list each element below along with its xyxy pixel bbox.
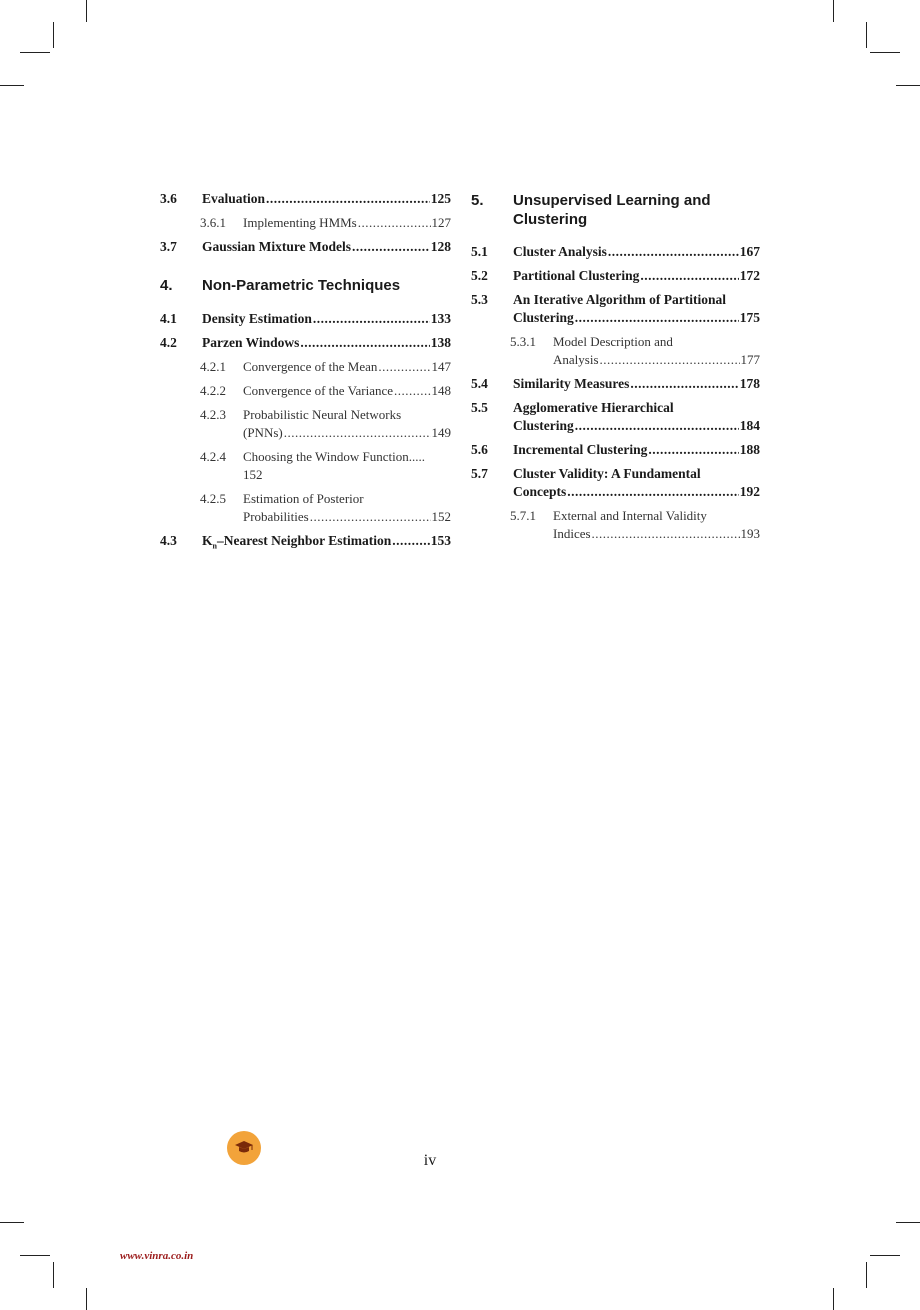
section-title: Cluster Analysis [513, 244, 607, 259]
section-title-cont: Probabilities [243, 509, 309, 524]
page-number: 167 [739, 244, 760, 259]
section-number: 4.2.1 [200, 359, 226, 374]
page-number: 192 [739, 484, 760, 499]
dot-leader [648, 441, 738, 459]
section-title: Convergence of the Variance [243, 383, 394, 398]
page-number: 172 [739, 268, 760, 283]
section-title: Cluster Validity: A Fundamental [513, 466, 701, 481]
section-title-cont: Concepts [513, 484, 567, 499]
section-number: 5.2 [471, 268, 488, 283]
section-number: 5.7 [471, 466, 488, 481]
dot-leader [575, 417, 739, 435]
section-number: 3.6.1 [200, 215, 226, 230]
crop-mark [866, 1262, 867, 1288]
crop-mark [833, 0, 834, 22]
dot-leader [284, 424, 431, 442]
dot-leader [266, 190, 430, 208]
section-title: Partitional Clustering [513, 268, 640, 283]
section-title: Evaluation [202, 191, 266, 206]
crop-mark [870, 1255, 900, 1256]
section-title: External and Internal Validity [553, 508, 707, 523]
dot-leader [310, 508, 431, 526]
crop-mark [866, 22, 867, 48]
section-title: An Iterative Algorithm of Partitional [513, 292, 726, 307]
crop-mark [896, 85, 920, 86]
section-number: 5.7.1 [510, 508, 536, 523]
crop-mark [896, 1222, 920, 1223]
dot-leader [592, 525, 740, 543]
section-number: 5.4 [471, 376, 488, 391]
section-number: 4.2.2 [200, 383, 226, 398]
crop-mark [0, 1222, 24, 1223]
page-number: 193 [740, 526, 760, 541]
section-number: 5.1 [471, 244, 488, 259]
chapter-number: 4. [160, 277, 173, 294]
section-title-cont: Indices [553, 526, 591, 541]
section-number: 4.3 [160, 533, 177, 548]
crop-mark [870, 52, 900, 53]
section-number: 3.7 [160, 239, 177, 254]
section-number: 5.6 [471, 442, 488, 457]
section-number: 3.6 [160, 191, 177, 206]
crop-mark [53, 1262, 54, 1288]
crop-mark [20, 1255, 50, 1256]
page-number: 127 [431, 215, 451, 230]
page-number: 184 [739, 418, 760, 433]
section-title-cont: Clustering [513, 418, 574, 433]
section-number: 5.5 [471, 400, 488, 415]
crop-mark [20, 52, 50, 53]
section-title: $K_n$–Nearest Neighbor Estimation [202, 533, 392, 551]
page-number: 177 [740, 352, 760, 367]
page-number: 128 [430, 239, 451, 254]
section-title: Agglomerative Hierarchical [513, 400, 674, 415]
chapter-title-cont: Clustering [513, 211, 588, 228]
page-number: 188 [739, 442, 760, 457]
section-title: Estimation of Posterior [243, 491, 364, 506]
crop-mark [0, 85, 24, 86]
publisher-logo [227, 1131, 261, 1165]
page-number: 175 [739, 310, 760, 325]
chapter-title: Unsupervised Learning and [513, 192, 711, 209]
page-number: 178 [739, 376, 760, 391]
dot-leader [313, 310, 430, 328]
page-number-footer: iv [423, 1152, 437, 1169]
page-number: 148 [431, 383, 451, 398]
section-number: 5.3.1 [510, 334, 536, 349]
page-number: 147 [431, 359, 451, 374]
section-title: Model Description and [553, 334, 673, 349]
page-number: 138 [430, 335, 451, 350]
publisher-url: www.vinra.co.in [120, 1250, 194, 1262]
section-title: Incremental Clustering [513, 442, 648, 457]
section-title: Probabilistic Neural Networks [243, 407, 402, 422]
dot-leader [394, 382, 430, 400]
section-title: Density Estimation [202, 311, 312, 326]
graduation-cap-icon [234, 1140, 254, 1154]
section-title: Similarity Measures [513, 376, 630, 391]
page-number: 133 [430, 311, 451, 326]
dot-leader [608, 243, 739, 261]
section-title: Parzen Windows [202, 335, 300, 350]
section-title: Implementing HMMs [243, 215, 357, 230]
dot-leader [352, 238, 430, 256]
section-number: 5.3 [471, 292, 488, 307]
section-number: 4.2.3 [200, 407, 226, 422]
page-number: 152 [431, 509, 451, 524]
chapter-title: Non-Parametric Techniques [202, 277, 401, 294]
crop-mark [86, 1288, 87, 1310]
section-title-cont: Analysis [553, 352, 599, 367]
section-title: Convergence of the Mean [243, 359, 378, 374]
section-number: 4.2 [160, 335, 177, 350]
page-number: 125 [430, 191, 451, 206]
dot-leader [378, 358, 430, 376]
section-title-cont: (PNNs) [243, 425, 283, 440]
crop-mark [86, 0, 87, 22]
page-number: 149 [431, 425, 451, 440]
dot-leader [600, 351, 740, 369]
dot-leader [392, 532, 430, 550]
page-number: 152 [243, 467, 263, 482]
section-number: 4.2.4 [200, 449, 226, 464]
chapter-number: 5. [471, 192, 484, 209]
dot-leader [300, 334, 429, 352]
dot-leader [575, 309, 739, 327]
section-number: 4.1 [160, 311, 177, 326]
section-number: 4.2.5 [200, 491, 226, 506]
crop-mark [53, 22, 54, 48]
dot-leader [567, 483, 739, 501]
section-title-cont: Clustering [513, 310, 574, 325]
crop-mark [833, 1288, 834, 1310]
dot-leader [630, 375, 738, 393]
dot-leader [640, 267, 738, 285]
dot-leader [358, 214, 431, 232]
section-title: Choosing the Window Function..... [243, 449, 425, 464]
section-title: Gaussian Mixture Models [202, 239, 352, 254]
page-number: 153 [430, 533, 451, 548]
